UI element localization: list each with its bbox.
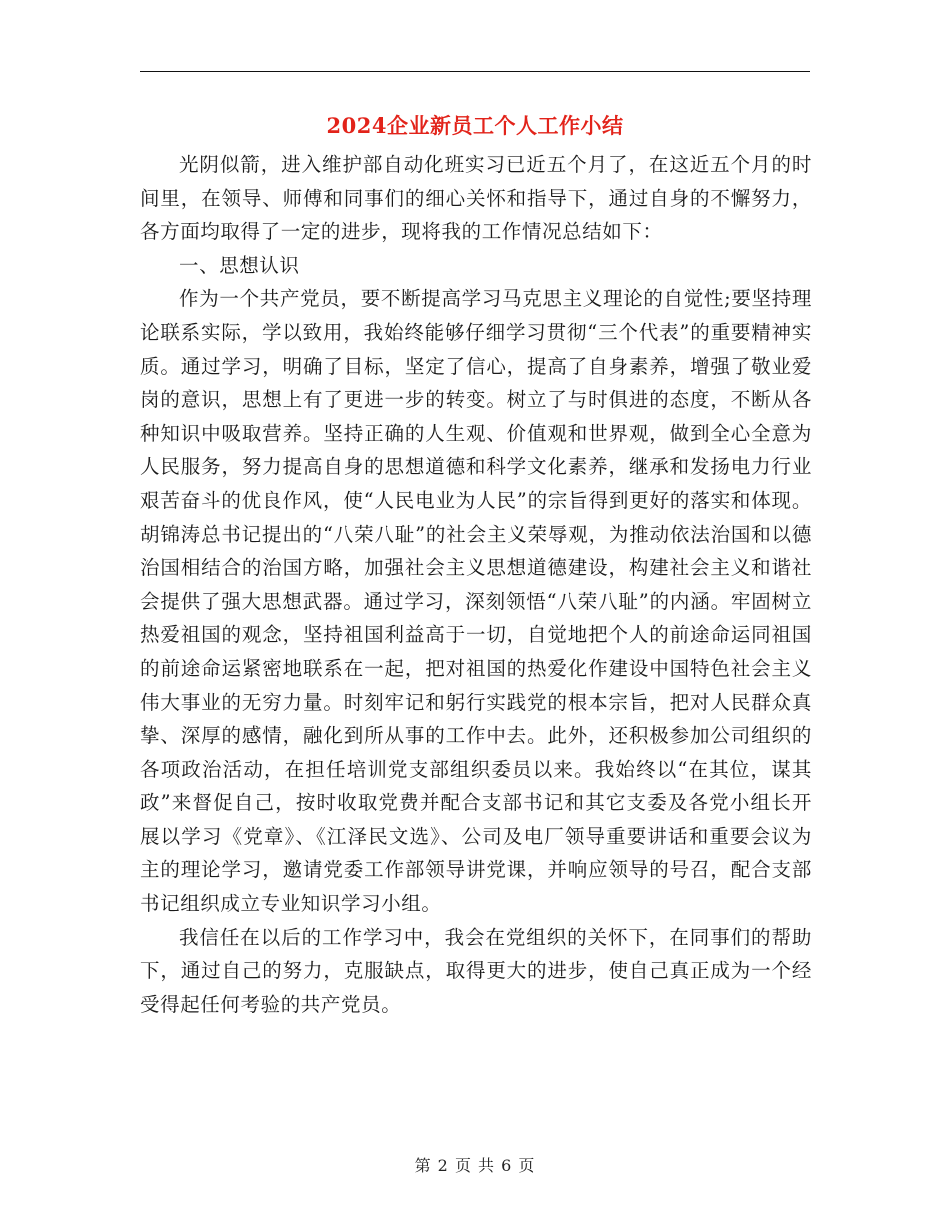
header-rule [140,71,810,72]
section-heading: 一、思想认识 [179,253,300,277]
document-title: 2024企业新员工个人工作小结 [326,113,624,138]
intro-paragraph: 光阴似箭，进入维护部自动化班实习已近五个月了，在这近五个月的时间里，在领导、师傅和同事们的细心关怀和指导下，通过自身的不懈努力，各方面均取得了一定的进步，现将我的工作情况总结如下： [140,153,812,244]
body-paragraph: 作为一个共产党员，要不断提高学习马克思主义理论的自觉性;要坚持理论联系实际，学以致用，我始终能够仔细学习贯彻“三个代表”的重要精神实质。通过学习，明确了目标，坚定了信心，提高了自身素养，增强了敬业爱岗的意识，思想上有了更进一步的转变。树立了与时俱进的态度，不断从各种知识中吸取营养。坚持正确的人生观、价值观和世界观，做到全心全意为人民服务，努力提高自身的思想道德和科学文化素养，继承和发扬电力行业艰苦奋斗的优良作风，使“人民电业为人民”的宗旨得到更好的落实和体现。胡锦涛总书记提出的“八荣八耻”的社会主义荣辱观，为推动依法治国和以德治国相结合的治国方略，加强社会主义思想道德建设，构建社会主义和谐社会提供了强大思想武器。通过学习，深刻领悟“八荣八耻”的内涵。牢固树立热爱祖国的观念，坚持祖国利益高于一切，自觉地把个人的前途命运同祖国的前途命运紧密地联系在一起，把对祖国的热爱化作建设中国特色社会主义伟大事业的无穷力量。时刻牢记和躬行实践党的根本宗旨，把对人民群众真挚、深厚的感情，融化到所从事的工作中去。此外，还积极参加公司组织的各项政治活动，在担任培训党支部组织委员以来。我始终以“在其位，谋其政”来督促自己，按时收取党费并配合支部书记和其它支委及各党小组长开展以学习《党章》、《江泽民文选》、公司及电厂领导重要讲话和重要会议为主的理论学习，邀请党委工作部领导讲党课，并响应领导的号召，配合支部书记组织成立专业知识学习小组。 [140,287,812,916]
page-number: 第 2 页 共 6 页 [414,1156,536,1175]
closing-paragraph: 我信任在以后的工作学习中，我会在党组织的关怀下，在同事们的帮助下，通过自己的努力，克服缺点，取得更大的进步，使自己真正成为一个经受得起任何考验的共产党员。 [140,925,812,1016]
document-body [140,148,812,1021]
